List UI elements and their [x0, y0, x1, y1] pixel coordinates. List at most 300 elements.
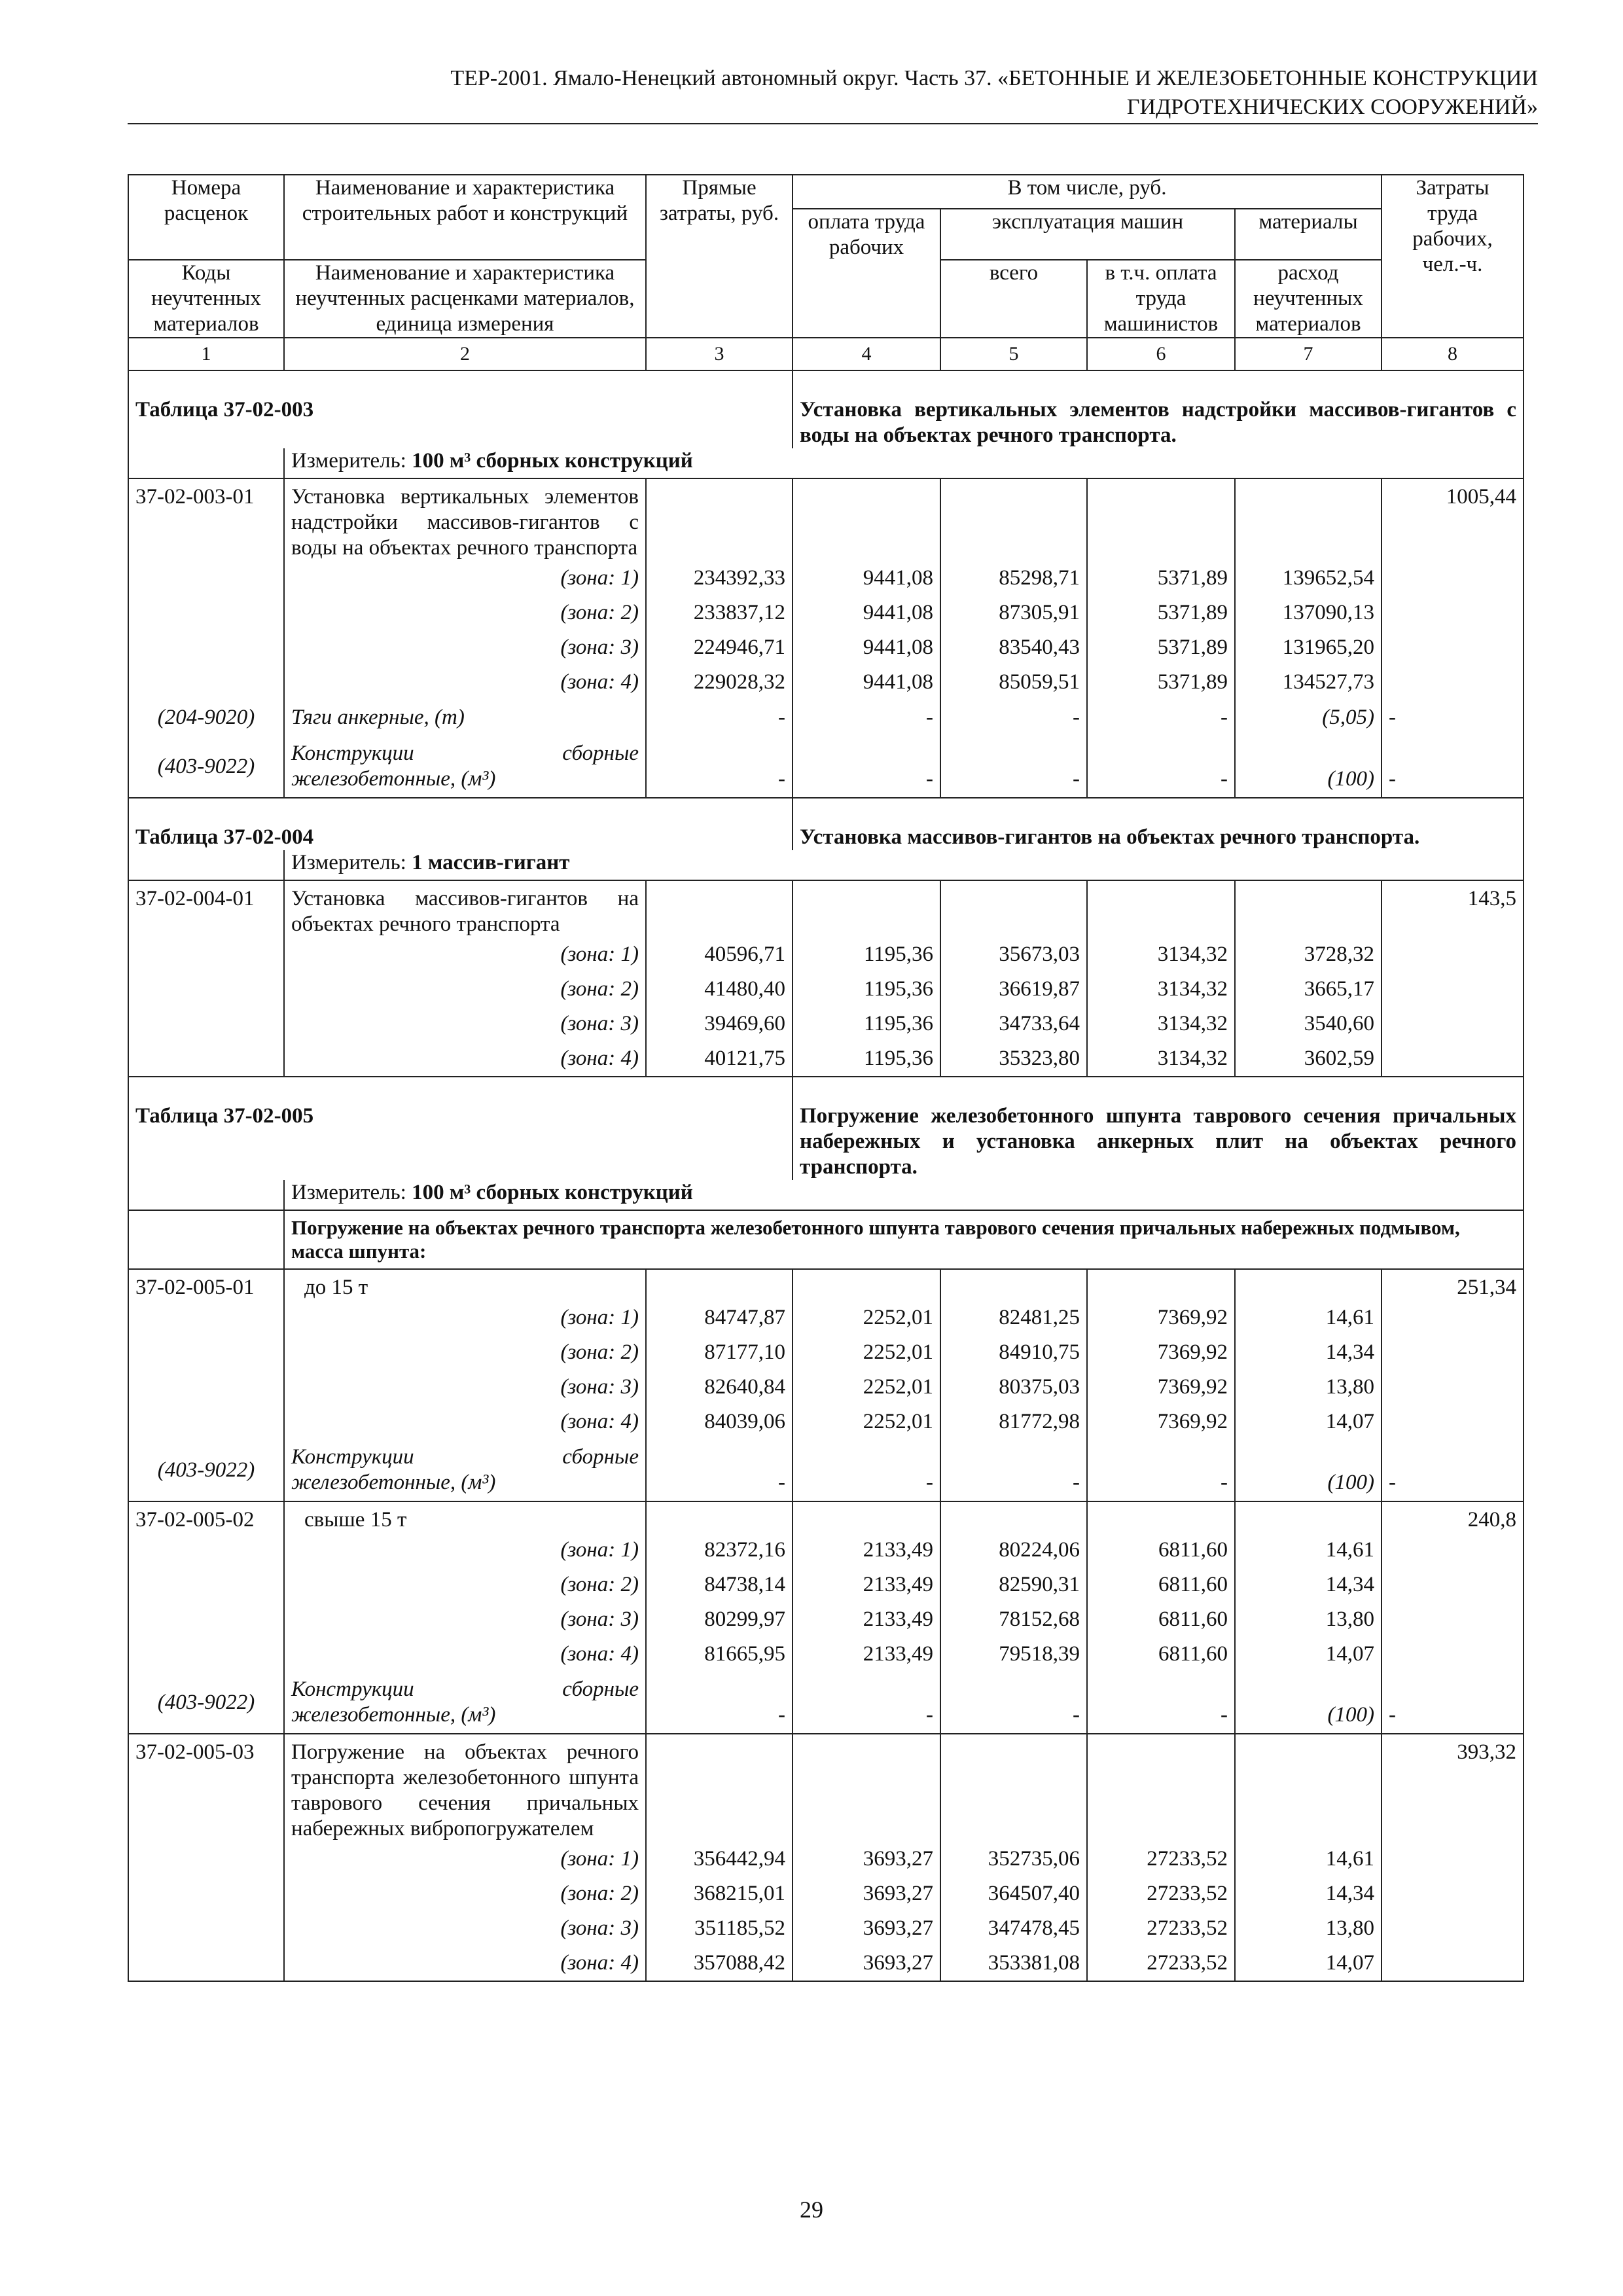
- zone-label: (зона: 3): [284, 630, 646, 665]
- col-header-name-materials: Наименование и характеристика неучтенных расценками материалов, единица измерения: [284, 260, 646, 338]
- empty-cell: [1382, 972, 1524, 1007]
- materials-cost: 14,07: [1235, 1637, 1382, 1672]
- table-title-row: [128, 370, 1524, 448]
- machine-operation: -: [940, 1672, 1087, 1734]
- zone-row: [128, 1911, 1524, 1946]
- zone-row: [128, 1602, 1524, 1637]
- empty-cell: [1382, 561, 1524, 596]
- machinist-wages: -: [1087, 736, 1235, 798]
- empty-cell: [940, 1269, 1087, 1300]
- material-quantity: (5,05): [1235, 700, 1382, 736]
- col-header-including: В том числе, руб.: [793, 175, 1382, 209]
- labor-wages: -: [793, 1672, 940, 1734]
- materials-cost: 134527,73: [1235, 665, 1382, 700]
- materials-cost: 14,34: [1235, 1335, 1382, 1370]
- empty-cell: [646, 1734, 793, 1842]
- empty-cell: [1382, 1533, 1524, 1568]
- labor-wages: 2133,49: [793, 1568, 940, 1602]
- item-row: [128, 478, 1524, 561]
- col-header-labor-wages: оплата труда рабочих: [793, 209, 940, 338]
- empty-cell: [940, 1734, 1087, 1842]
- col-header-direct-costs: Прямые затраты, руб.: [646, 175, 793, 338]
- empty-cell: [1087, 1734, 1235, 1842]
- table-title-row: [128, 798, 1524, 850]
- machinist-wages: 7369,92: [1087, 1335, 1235, 1370]
- machine-operation: 82481,25: [940, 1300, 1087, 1335]
- column-number: 6: [1087, 338, 1235, 370]
- zone-row: [128, 561, 1524, 596]
- rate-code: 37-02-005-02: [128, 1501, 284, 1533]
- materials-cost: 3728,32: [1235, 937, 1382, 972]
- direct-costs: 368215,01: [646, 1876, 793, 1911]
- meter-row: [128, 850, 1524, 880]
- zone-label: (зона: 4): [284, 1405, 646, 1439]
- direct-costs: 84747,87: [646, 1300, 793, 1335]
- labor-costs: -: [1382, 736, 1524, 798]
- col-header-machinist-wages: в т.ч. оплата труда машинистов: [1087, 260, 1235, 338]
- labor-wages: 3693,27: [793, 1842, 940, 1876]
- machinist-wages: 5371,89: [1087, 665, 1235, 700]
- col-header-codes-unaccounted: Коды неучтенных материалов: [128, 260, 284, 338]
- machinist-wages: -: [1087, 700, 1235, 736]
- meter: [284, 850, 1524, 880]
- zone-label: (зона: 1): [284, 561, 646, 596]
- machinist-wages: 5371,89: [1087, 561, 1235, 596]
- empty-cell: [1235, 1501, 1382, 1533]
- column-number: 2: [284, 338, 646, 370]
- labor-wages: 3693,27: [793, 1946, 940, 1981]
- materials-cost: 14,07: [1235, 1405, 1382, 1439]
- running-header: [128, 64, 1538, 122]
- machinist-wages: 27233,52: [1087, 1911, 1235, 1946]
- meter-row: [128, 448, 1524, 478]
- labor-wages: 2252,01: [793, 1335, 940, 1370]
- machinist-wages: 6811,60: [1087, 1533, 1235, 1568]
- empty-cell: [128, 665, 284, 700]
- item-description: Установка вертикальных элементов надстройки массивов-гигантов с воды на объектах речного транспорта: [284, 478, 646, 561]
- running-header-line-1: ТЕР-2001. Ямало-Ненецкий автономный округ. Часть 37. «БЕТОННЫЕ И ЖЕЛЕЗОБЕТОННЫЕ КОНСТРУКЦИИ: [450, 66, 1538, 90]
- machine-operation: 353381,08: [940, 1946, 1087, 1981]
- direct-costs: 224946,71: [646, 630, 793, 665]
- machine-operation: 36619,87: [940, 972, 1087, 1007]
- zone-label: (зона: 4): [284, 1946, 646, 1981]
- machinist-wages: 3134,32: [1087, 1041, 1235, 1077]
- empty-cell: [128, 561, 284, 596]
- machine-operation: -: [940, 736, 1087, 798]
- empty-cell: [128, 1568, 284, 1602]
- zone-row: [128, 1946, 1524, 1981]
- machinist-wages: 7369,92: [1087, 1300, 1235, 1335]
- empty-cell: [1382, 630, 1524, 665]
- empty-cell: [1382, 1300, 1524, 1335]
- item-description: Погружение на объектах речного транспорта железобетонного шпунта таврового сечения причальных набережных вибропогружателем: [284, 1734, 646, 1842]
- empty-cell: [1087, 1269, 1235, 1300]
- unaccounted-material-row: [128, 700, 1524, 736]
- direct-costs: 233837,12: [646, 596, 793, 630]
- empty-cell: [128, 1300, 284, 1335]
- machinist-wages: -: [1087, 1439, 1235, 1501]
- item-row: [128, 880, 1524, 937]
- table-heading: Погружение железобетонного шпунта таврового сечения причальных набережных и установка анкерных плит на объектах речного транспорта.: [793, 1077, 1524, 1180]
- col-header-total: всего: [940, 260, 1087, 338]
- empty-cell: [1382, 1842, 1524, 1876]
- zone-row: [128, 937, 1524, 972]
- machinist-wages: 5371,89: [1087, 630, 1235, 665]
- empty-cell: [1382, 1876, 1524, 1911]
- direct-costs: 40596,71: [646, 937, 793, 972]
- unaccounted-material-row: [128, 736, 1524, 798]
- machinist-wages: 27233,52: [1087, 1946, 1235, 1981]
- col-header-labor-costs: Затраты труда рабочих, чел.-ч.: [1382, 175, 1524, 338]
- direct-costs: 41480,40: [646, 972, 793, 1007]
- labor-costs: 1005,44: [1382, 478, 1524, 561]
- zone-row: [128, 1876, 1524, 1911]
- direct-costs: -: [646, 1439, 793, 1501]
- column-number: 8: [1382, 338, 1524, 370]
- direct-costs: 234392,33: [646, 561, 793, 596]
- zone-row: [128, 1335, 1524, 1370]
- labor-costs: -: [1382, 1439, 1524, 1501]
- empty-cell: [128, 448, 284, 478]
- zone-label: (зона: 3): [284, 1007, 646, 1041]
- direct-costs: 229028,32: [646, 665, 793, 700]
- empty-cell: [1087, 1501, 1235, 1533]
- materials-cost: 3602,59: [1235, 1041, 1382, 1077]
- machinist-wages: 27233,52: [1087, 1876, 1235, 1911]
- empty-cell: [128, 1911, 284, 1946]
- labor-wages: 3693,27: [793, 1876, 940, 1911]
- direct-costs: 82372,16: [646, 1533, 793, 1568]
- labor-wages: 9441,08: [793, 561, 940, 596]
- direct-costs: -: [646, 1672, 793, 1734]
- column-numbers-row: [128, 338, 1524, 370]
- machine-operation: 347478,45: [940, 1911, 1087, 1946]
- labor-wages: 1195,36: [793, 972, 940, 1007]
- zone-row: [128, 1405, 1524, 1439]
- meter-prefix: Измеритель:: [291, 1181, 412, 1204]
- machinist-wages: 6811,60: [1087, 1602, 1235, 1637]
- material-code: (403-9022): [128, 1672, 284, 1734]
- empty-cell: [646, 1501, 793, 1533]
- direct-costs: 39469,60: [646, 1007, 793, 1041]
- machine-operation: 352735,06: [940, 1842, 1087, 1876]
- material-name: Конструкции сборные железобетонные, (м³): [284, 1672, 646, 1734]
- column-number: 4: [793, 338, 940, 370]
- empty-cell: [128, 972, 284, 1007]
- table-title-row: [128, 1077, 1524, 1180]
- zone-label: (зона: 3): [284, 1911, 646, 1946]
- empty-cell: [1087, 478, 1235, 561]
- col-header-rate-numbers: Номера расценок: [128, 175, 284, 260]
- machine-operation: 83540,43: [940, 630, 1087, 665]
- empty-cell: [128, 1335, 284, 1370]
- labor-wages: 2133,49: [793, 1602, 940, 1637]
- labor-wages: 9441,08: [793, 665, 940, 700]
- machine-operation: 85298,71: [940, 561, 1087, 596]
- empty-cell: [1235, 880, 1382, 937]
- machine-operation: 35673,03: [940, 937, 1087, 972]
- material-name: Тяги анкерные, (т): [284, 700, 646, 736]
- empty-cell: [1382, 937, 1524, 972]
- empty-cell: [1087, 880, 1235, 937]
- group-heading: Погружение на объектах речного транспорта железобетонного шпунта таврового сечения причальных набережных подмывом, масса шпунта:: [284, 1210, 1524, 1269]
- page-number: 29: [800, 2197, 823, 2223]
- zone-label: (зона: 1): [284, 1533, 646, 1568]
- machine-operation: 34733,64: [940, 1007, 1087, 1041]
- machinist-wages: 3134,32: [1087, 937, 1235, 972]
- empty-cell: [793, 1269, 940, 1300]
- direct-costs: 357088,42: [646, 1946, 793, 1981]
- empty-cell: [1235, 478, 1382, 561]
- labor-costs: 240,8: [1382, 1501, 1524, 1533]
- machine-operation: 84910,75: [940, 1335, 1087, 1370]
- col-header-machine-operation: эксплуатация машин: [940, 209, 1235, 260]
- machine-operation: 80224,06: [940, 1533, 1087, 1568]
- empty-cell: [646, 1269, 793, 1300]
- empty-cell: [1382, 596, 1524, 630]
- direct-costs: 84039,06: [646, 1405, 793, 1439]
- materials-cost: 137090,13: [1235, 596, 1382, 630]
- zone-label: (зона: 4): [284, 1041, 646, 1077]
- empty-cell: [128, 1370, 284, 1405]
- direct-costs: 82640,84: [646, 1370, 793, 1405]
- labor-wages: -: [793, 736, 940, 798]
- empty-cell: [1382, 1370, 1524, 1405]
- machine-operation: -: [940, 1439, 1087, 1501]
- direct-costs: 80299,97: [646, 1602, 793, 1637]
- direct-costs: 356442,94: [646, 1842, 793, 1876]
- labor-wages: 9441,08: [793, 596, 940, 630]
- direct-costs: 84738,14: [646, 1568, 793, 1602]
- zone-row: [128, 1842, 1524, 1876]
- zone-row: [128, 1300, 1524, 1335]
- machine-operation: 85059,51: [940, 665, 1087, 700]
- labor-costs: 251,34: [1382, 1269, 1524, 1300]
- machinist-wages: 5371,89: [1087, 596, 1235, 630]
- empty-cell: [793, 478, 940, 561]
- meter-unit: 1 массив-гигант: [412, 851, 570, 874]
- zone-row: [128, 1533, 1524, 1568]
- labor-wages: 3693,27: [793, 1911, 940, 1946]
- machinist-wages: 3134,32: [1087, 972, 1235, 1007]
- rate-code: 37-02-003-01: [128, 478, 284, 561]
- empty-cell: [128, 1946, 284, 1981]
- machine-operation: 80375,03: [940, 1370, 1087, 1405]
- zone-label: (зона: 4): [284, 1637, 646, 1672]
- labor-wages: -: [793, 1439, 940, 1501]
- direct-costs: -: [646, 700, 793, 736]
- meter-prefix: Измеритель:: [291, 851, 412, 874]
- col-header-materials: материалы: [1235, 209, 1382, 260]
- zone-label: (зона: 1): [284, 1300, 646, 1335]
- direct-costs: 81665,95: [646, 1637, 793, 1672]
- table-label: Таблица 37-02-005: [128, 1077, 793, 1180]
- machinist-wages: 3134,32: [1087, 1007, 1235, 1041]
- empty-cell: [128, 1041, 284, 1077]
- zone-row: [128, 630, 1524, 665]
- empty-cell: [793, 1734, 940, 1842]
- labor-wages: 2252,01: [793, 1370, 940, 1405]
- empty-cell: [128, 1842, 284, 1876]
- direct-costs: 87177,10: [646, 1335, 793, 1370]
- labor-costs: 143,5: [1382, 880, 1524, 937]
- col-header-name-works: Наименование и характеристика строительных работ и конструкций: [284, 175, 646, 260]
- material-code: (403-9022): [128, 736, 284, 798]
- empty-cell: [1382, 1911, 1524, 1946]
- machinist-wages: 6811,60: [1087, 1637, 1235, 1672]
- running-header-line-2: ГИДРОТЕХНИЧЕСКИХ СООРУЖЕНИЙ»: [1126, 95, 1538, 119]
- direct-costs: -: [646, 736, 793, 798]
- table-label: Таблица 37-02-003: [128, 370, 793, 448]
- column-number: 1: [128, 338, 284, 370]
- meter-prefix: Измеритель:: [291, 449, 412, 473]
- item-description: Установка массивов-гигантов на объектах речного транспорта: [284, 880, 646, 937]
- empty-cell: [1382, 1946, 1524, 1981]
- empty-cell: [1235, 1269, 1382, 1300]
- materials-cost: 13,80: [1235, 1602, 1382, 1637]
- column-number: 7: [1235, 338, 1382, 370]
- materials-cost: 3540,60: [1235, 1007, 1382, 1041]
- meter: [284, 448, 1524, 478]
- price-table: [128, 174, 1524, 1982]
- empty-cell: [128, 1210, 284, 1269]
- machine-operation: 78152,68: [940, 1602, 1087, 1637]
- labor-costs: -: [1382, 1672, 1524, 1734]
- empty-cell: [1382, 1602, 1524, 1637]
- materials-cost: 14,34: [1235, 1876, 1382, 1911]
- labor-wages: 1195,36: [793, 937, 940, 972]
- machinist-wages: 7369,92: [1087, 1405, 1235, 1439]
- unaccounted-material-row: [128, 1439, 1524, 1501]
- zone-row: [128, 1041, 1524, 1077]
- material-code: (403-9022): [128, 1439, 284, 1501]
- item-description: свыше 15 т: [284, 1501, 646, 1533]
- zone-row: [128, 665, 1524, 700]
- item-row: [128, 1734, 1524, 1842]
- material-name: Конструкции сборные железобетонные, (м³): [284, 736, 646, 798]
- table-heading: Установка вертикальных элементов надстройки массивов-гигантов с воды на объектах речного транспорта.: [793, 370, 1524, 448]
- machinist-wages: 27233,52: [1087, 1842, 1235, 1876]
- meter-unit: 100 м³ сборных конструкций: [412, 1181, 693, 1204]
- machinist-wages: 6811,60: [1087, 1568, 1235, 1602]
- item-description: до 15 т: [284, 1269, 646, 1300]
- materials-cost: 14,61: [1235, 1300, 1382, 1335]
- labor-costs: 393,32: [1382, 1734, 1524, 1842]
- materials-cost: 139652,54: [1235, 561, 1382, 596]
- empty-cell: [940, 880, 1087, 937]
- empty-cell: [1382, 1041, 1524, 1077]
- labor-wages: -: [793, 700, 940, 736]
- empty-cell: [793, 880, 940, 937]
- machine-operation: 81772,98: [940, 1405, 1087, 1439]
- item-row: [128, 1501, 1524, 1533]
- zone-label: (зона: 2): [284, 1876, 646, 1911]
- zone-row: [128, 972, 1524, 1007]
- empty-cell: [128, 850, 284, 880]
- table-heading: Установка массивов-гигантов на объектах речного транспорта.: [793, 798, 1524, 850]
- zone-row: [128, 596, 1524, 630]
- group-heading-row: [128, 1210, 1524, 1269]
- materials-cost: 3665,17: [1235, 972, 1382, 1007]
- empty-cell: [940, 1501, 1087, 1533]
- empty-cell: [128, 1405, 284, 1439]
- machinist-wages: 7369,92: [1087, 1370, 1235, 1405]
- empty-cell: [1382, 665, 1524, 700]
- machine-operation: -: [940, 700, 1087, 736]
- zone-label: (зона: 2): [284, 1568, 646, 1602]
- labor-wages: 2252,01: [793, 1405, 940, 1439]
- table-header: [128, 175, 1524, 370]
- zone-row: [128, 1370, 1524, 1405]
- material-quantity: (100): [1235, 1439, 1382, 1501]
- zone-row: [128, 1007, 1524, 1041]
- column-number: 3: [646, 338, 793, 370]
- empty-cell: [793, 1501, 940, 1533]
- col-header-unaccounted-consumption: расход неучтенных материалов: [1235, 260, 1382, 338]
- zone-row: [128, 1637, 1524, 1672]
- machine-operation: 87305,91: [940, 596, 1087, 630]
- zone-label: (зона: 3): [284, 1602, 646, 1637]
- empty-cell: [128, 937, 284, 972]
- empty-cell: [940, 478, 1087, 561]
- table-body: [128, 370, 1524, 1981]
- empty-cell: [128, 1637, 284, 1672]
- zone-label: (зона: 1): [284, 1842, 646, 1876]
- zone-label: (зона: 3): [284, 1370, 646, 1405]
- labor-wages: 2133,49: [793, 1533, 940, 1568]
- labor-wages: 1195,36: [793, 1041, 940, 1077]
- zone-label: (зона: 1): [284, 937, 646, 972]
- material-quantity: (100): [1235, 736, 1382, 798]
- header-rule: [128, 123, 1538, 124]
- meter-row: [128, 1180, 1524, 1210]
- empty-cell: [128, 1602, 284, 1637]
- zone-label: (зона: 2): [284, 596, 646, 630]
- meter: [284, 1180, 1524, 1210]
- materials-cost: 14,61: [1235, 1533, 1382, 1568]
- empty-cell: [1382, 1335, 1524, 1370]
- zone-label: (зона: 2): [284, 972, 646, 1007]
- materials-cost: 13,80: [1235, 1370, 1382, 1405]
- labor-wages: 2252,01: [793, 1300, 940, 1335]
- empty-cell: [1382, 1007, 1524, 1041]
- machine-operation: 82590,31: [940, 1568, 1087, 1602]
- empty-cell: [1382, 1568, 1524, 1602]
- material-code: (204-9020): [128, 700, 284, 736]
- labor-wages: 2133,49: [793, 1637, 940, 1672]
- zone-row: [128, 1568, 1524, 1602]
- materials-cost: 13,80: [1235, 1911, 1382, 1946]
- meter-unit: 100 м³ сборных конструкций: [412, 449, 693, 473]
- labor-wages: 1195,36: [793, 1007, 940, 1041]
- unaccounted-material-row: [128, 1672, 1524, 1734]
- zone-label: (зона: 4): [284, 665, 646, 700]
- materials-cost: 14,34: [1235, 1568, 1382, 1602]
- empty-cell: [646, 478, 793, 561]
- empty-cell: [1382, 1405, 1524, 1439]
- material-name: Конструкции сборные железобетонные, (м³): [284, 1439, 646, 1501]
- zone-label: (зона: 2): [284, 1335, 646, 1370]
- table-label: Таблица 37-02-004: [128, 798, 793, 850]
- labor-wages: 9441,08: [793, 630, 940, 665]
- empty-cell: [1382, 1637, 1524, 1672]
- empty-cell: [1235, 1734, 1382, 1842]
- empty-cell: [128, 1533, 284, 1568]
- materials-cost: 14,07: [1235, 1946, 1382, 1981]
- materials-cost: 131965,20: [1235, 630, 1382, 665]
- machine-operation: 35323,80: [940, 1041, 1087, 1077]
- direct-costs: 40121,75: [646, 1041, 793, 1077]
